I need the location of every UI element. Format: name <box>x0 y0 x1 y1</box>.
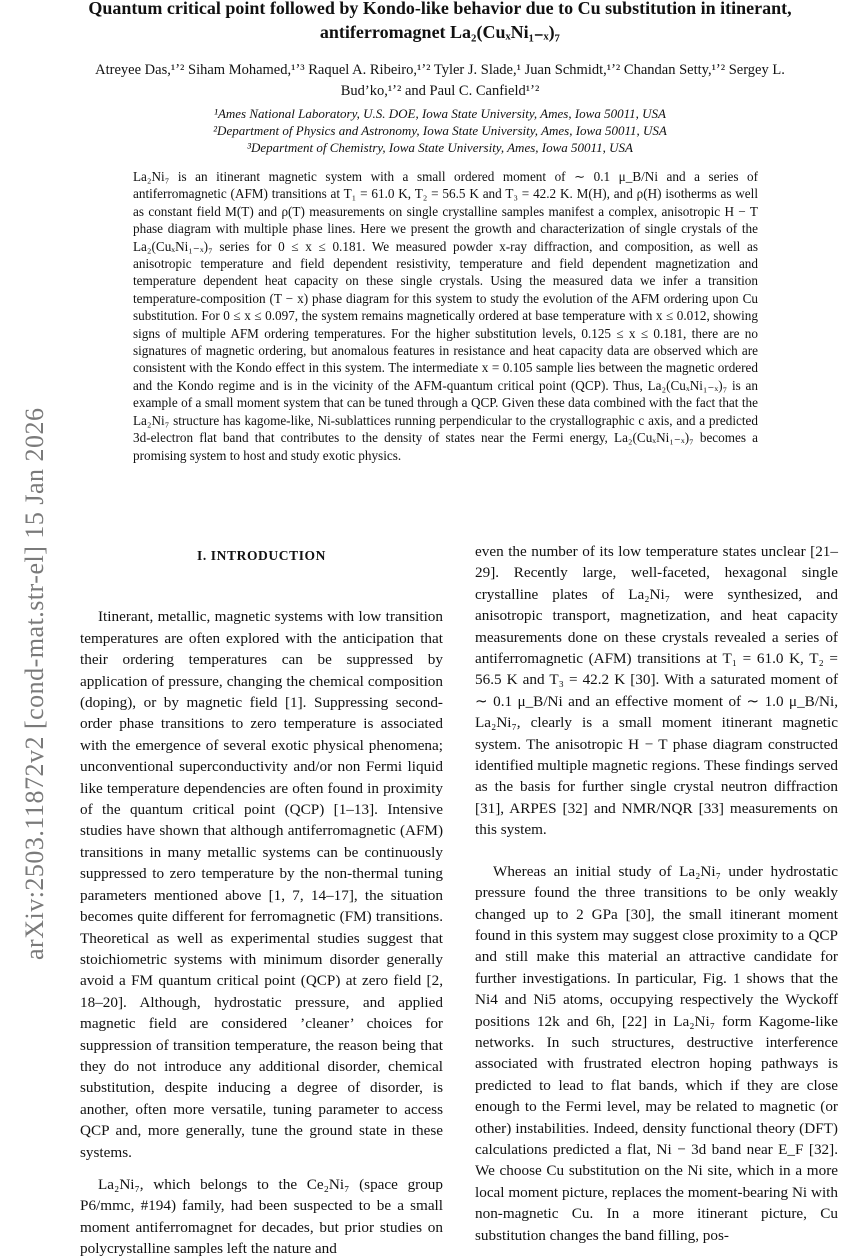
affiliation-line: ³Department of Chemistry, Iowa State University, Ames, Iowa 50011, USA <box>247 140 633 155</box>
body-paragraph: La₂Ni₇, which belongs to the Ce₂Ni₇ (space group P6/mmc, #194) family, had been suspected to be a small moment antiferromagnet for decades, but prior studies on polycrystalline samples left the nature and <box>80 1175 443 1258</box>
abstract: La₂Ni₇ is an itinerant magnetic system with a small ordered moment of ∼ 0.1 μ_B/Ni and a series of antiferromagnetic (AFM) transitions at T₁ = 61.0 K, T₂ = 56.5 K and T₃ = 42.2 K. M(H), and ρ(H) isotherms as well as constant field M(T) and ρ(T) measurements on single crystalline samples manifest a complex, anisotropic H − T phase diagram with multiple phase lines. Here we present the growth and characterization of single crystals of the La₂(CuₓNi₁₋ₓ)₇ series for 0 ≤ x ≤ 0.181. We measured powder x-ray diffraction, and composition, as well as anisotropic temperature and field dependent resistivity, temperature and field dependent magnetization and temperature dependent heat capacity on these single crystals. Using the measured data we infer a transition temperature-composition (T − x) phase diagram for this system to study the evolution of the AFM ordering upon Cu substitution. For 0 ≤ x ≤ 0.097, the system remains magnetically ordered at base temperature with x ≤ 0.012, showing signs of multiple AFM ordering temperatures. For the higher substitution levels, 0.125 ≤ x ≤ 0.181, there are no signatures of magnetic ordering, but anomalous features in resistance and heat capacity data are observed which are consistent with the Kondo effect in this system. The intermediate x = 0.105 sample lies between the magnetic ordered and the Kondo regime and is in the vicinity of the AFM-quantum critical point (QCP). Thus, La₂(CuₓNi₁₋ₓ)₇ is an example of a small moment system that can be tuned through a QCP. Given these data combined with the fact that the La₂Ni₇ structure has kagome-like, Ni-sublattices running perpendicular to the crystallographic c axis, and a predicted 3d-electron flat band that contributes to the density of states near the Fermi energy, La₂(CuₓNi₁₋ₓ)₇ becomes a promising system to host and study exotic physics. <box>133 169 758 463</box>
arxiv-sidebar <box>0 0 49 1200</box>
body-paragraph: Whereas an initial study of La₂Ni₇ under hydrostatic pressure found the three transitions to be only weakly changed up to 2 GPa [30], the small itinerant moment found in this system may suggest close proximity to a QCP and still make this material an attractive candidate for further investigations. In particular, Fig. 1 shows that the Ni4 and Ni5 atoms, occupying respectively the Wyckoff positions 12k and 6h, [22] in La₂Ni₇ form Kagome-like networks. In such structures, destructive interference associated with frustrated electron hoping pathways is predicted to lead to flat bands, which if they are close enough to the Fermi level, may be related to magnetic (or other) instabilities. Indeed, density functional theory (DFT) calculations predicted a flat, Ni − 3d band near E_F [32]. We choose Cu substitution on the Ni site, which in a more local moment picture, replaces the moment-bearing Ni with non-magnetic Cu. In a more itinerant picture, Cu substitution changes the band filling, pos- <box>475 862 838 1244</box>
paper-title: Quantum critical point followed by Kondo-like behavior due to Cu substitution in itinerant, antiferromagnet La₂(CuₓNi₁₋ₓ)₇ <box>88 0 792 42</box>
right-column <box>475 541 838 1246</box>
body-paragraph: Itinerant, metallic, magnetic systems with low transition temperatures are often explored with the anticipation that their ordering temperatures can be suppressed by application of pressure, changing the chemical composition (doping), or by magnetic field [1]. Suppressing second-order phase transitions to zero temperature is associated with the emergence of several exotic physical phenomena; unconventional superconductivity and/or non Fermi liquid like temperature dependencies are often found in proximity of the quantum critical point (QCP) [1–13]. Intensive studies have shown that although antiferromagnetic (AFM) transitions in many metallic systems can be continuously suppressed to zero temperature by the non-thermal tuning parameters mentioned above [1, 7, 14–17], the situation becomes quite different for ferromagnetic (FM) transitions. Theoretical as well as experimental studies suggest that stoichiometric systems with minimum disorder generally avoid a FM quantum critical point (QCP) at zero field [2, 18–20]. Although, hydrostatic pressure, and applied magnetic field are considered ’cleaner’ choices for suppression of transition temperature, the reason being that they do not introduce any additional disorder, chemical substitution, despite inducing a degree of disorder, is another, often more versatile, tuning parameter to access QCP and, more generally, tune the ground state in these systems. <box>80 608 443 1161</box>
section-heading-introduction: I. INTRODUCTION <box>196 548 327 563</box>
author-list: Atreyee Das,¹ʼ² Siham Mohamed,¹ʼ³ Raquel A. Ribeiro,¹ʼ² Tyler J. Slade,¹ Juan Schmidt,¹ʼ² Chandan Setty,¹ʼ² Sergey L. Bud’ko,¹ʼ² and Paul C. Canfield¹ʼ² <box>95 62 785 99</box>
arxiv-identifier-stamp: arXiv:2503.11872v2 [cond-mat.str-el] 15 Jan 2026 <box>20 407 49 960</box>
affiliation-line: ¹Ames National Laboratory, U.S. DOE, Iowa State University, Ames, Iowa 50011, USA <box>214 106 666 121</box>
left-column <box>80 545 443 1260</box>
affiliations <box>80 105 800 156</box>
affiliation-line: ²Department of Physics and Astronomy, Iowa State University, Ames, Iowa 50011, USA <box>213 123 667 138</box>
body-paragraph: even the number of its low temperature states unclear [21–29]. Recently large, well-faceted, hexagonal single crystalline plates of La₂Ni₇ were synthesized, and anisotropic transport, magnetization, and heat capacity measurements done on these crystals revealed a series of antiferromagnetic (AFM) transitions at T₁ = 61.0 K, T₂ = 56.5 K and T₃ = 42.2 K [30]. With a saturated moment of ∼ 0.1 μ_B/Ni and an effective moment of ∼ 1.0 μ_B/Ni, La₂Ni₇, clearly is a small moment itinerant magnetic system. The anisotropic H − T phase diagram constructed identified multiple magnetic regions. These findings served as the basis for further single crystal neutron diffraction [31], ARPES [32] and NMR/NQR [33] measurements on this system. <box>475 543 838 839</box>
